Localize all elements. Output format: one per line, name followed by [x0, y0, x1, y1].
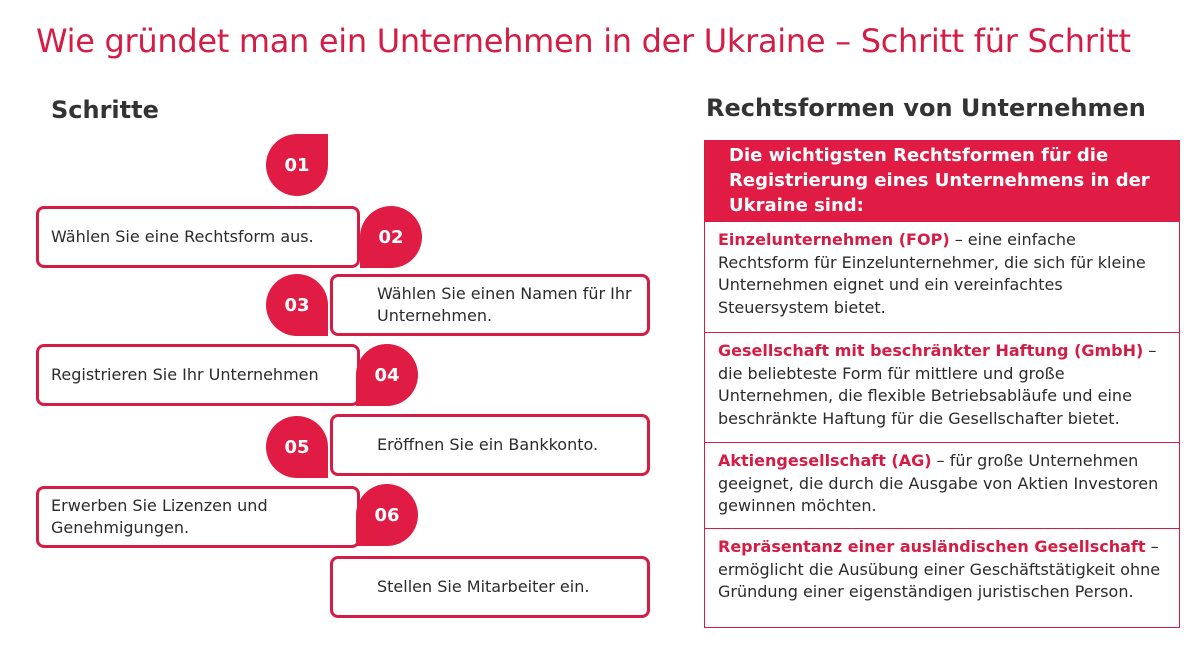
legal-form-term: Repräsentanz einer ausländischen Gesellschaft — [718, 537, 1146, 556]
legal-form-row — [705, 332, 1179, 442]
step-2-number: 02 — [378, 226, 404, 248]
legal-form-row — [705, 221, 1179, 332]
legal-form-row — [705, 528, 1179, 627]
step-4-text: Eröffnen Sie ein Bankkonto. — [377, 435, 599, 454]
step-5-text: Erwerben Sie Lizenzen und Genehmigungen. — [51, 496, 268, 537]
page-title: Wie gründet man ein Unternehmen in der Ukraine – Schritt für Schritt — [36, 22, 1131, 60]
legal-form-row — [705, 442, 1179, 528]
step-5-box — [36, 486, 360, 548]
step-1-box — [36, 206, 360, 268]
step-3-number: 03 — [284, 294, 310, 316]
legal-form-term: Gesellschaft mit beschränkter Haftung (GmbH) — [718, 341, 1144, 360]
legal-forms-table — [704, 140, 1180, 628]
step-4-box — [330, 414, 650, 476]
legal-form-desc: – ermöglicht die Ausübung einer Geschäftstätigkeit ohne Gründung einer eigenständigen juristischen Person. — [718, 537, 1161, 601]
step-4-badge — [356, 344, 418, 406]
step-6-number: 06 — [374, 504, 400, 526]
steps-heading: Schritte — [51, 96, 159, 124]
legal-form-term: Aktiengesellschaft (AG) — [718, 451, 932, 470]
step-6-text: Stellen Sie Mitarbeiter ein. — [377, 577, 590, 596]
legal-form-desc: – die beliebteste Form für mittlere und große Unternehmen, die flexible Betriebsabläufe und eine beschränkte Haftung für die Gesellschafter bietet. — [718, 341, 1157, 428]
step-3-badge — [266, 274, 328, 336]
step-6-badge — [356, 484, 418, 546]
legal-form-desc: – eine einfache Rechtsform für Einzelunternehmer, die sich für kleine Unternehmen eignet und ein vereinfachtes Steuersystem bietet. — [718, 230, 1146, 317]
step-1-text: Wählen Sie eine Rechtsform aus. — [51, 227, 314, 246]
step-3-box — [36, 344, 360, 406]
step-6-box — [330, 556, 650, 618]
legal-form-term: Einzelunternehmen (FOP) — [718, 230, 950, 249]
step-2-text: Wählen Sie einen Namen für Ihr Unternehmen. — [377, 284, 632, 325]
legal-form-desc: – für große Unternehmen geeignet, die durch die Ausgabe von Aktien Investoren gewinnen möchten. — [718, 451, 1159, 515]
step-2-box — [330, 274, 650, 336]
step-3-text: Registrieren Sie Ihr Unternehmen — [51, 365, 319, 384]
step-5-badge — [266, 416, 328, 478]
step-5-number: 05 — [284, 436, 310, 458]
step-1-badge — [266, 134, 328, 196]
step-4-number: 04 — [374, 364, 400, 386]
step-2-badge — [360, 206, 422, 268]
forms-heading: Rechtsformen von Unternehmen — [706, 94, 1146, 122]
legal-forms-intro: Die wichtigsten Rechtsformen für die Registrierung eines Unternehmens in der Ukraine sind: — [705, 141, 1179, 221]
step-1-number: 01 — [284, 154, 310, 176]
